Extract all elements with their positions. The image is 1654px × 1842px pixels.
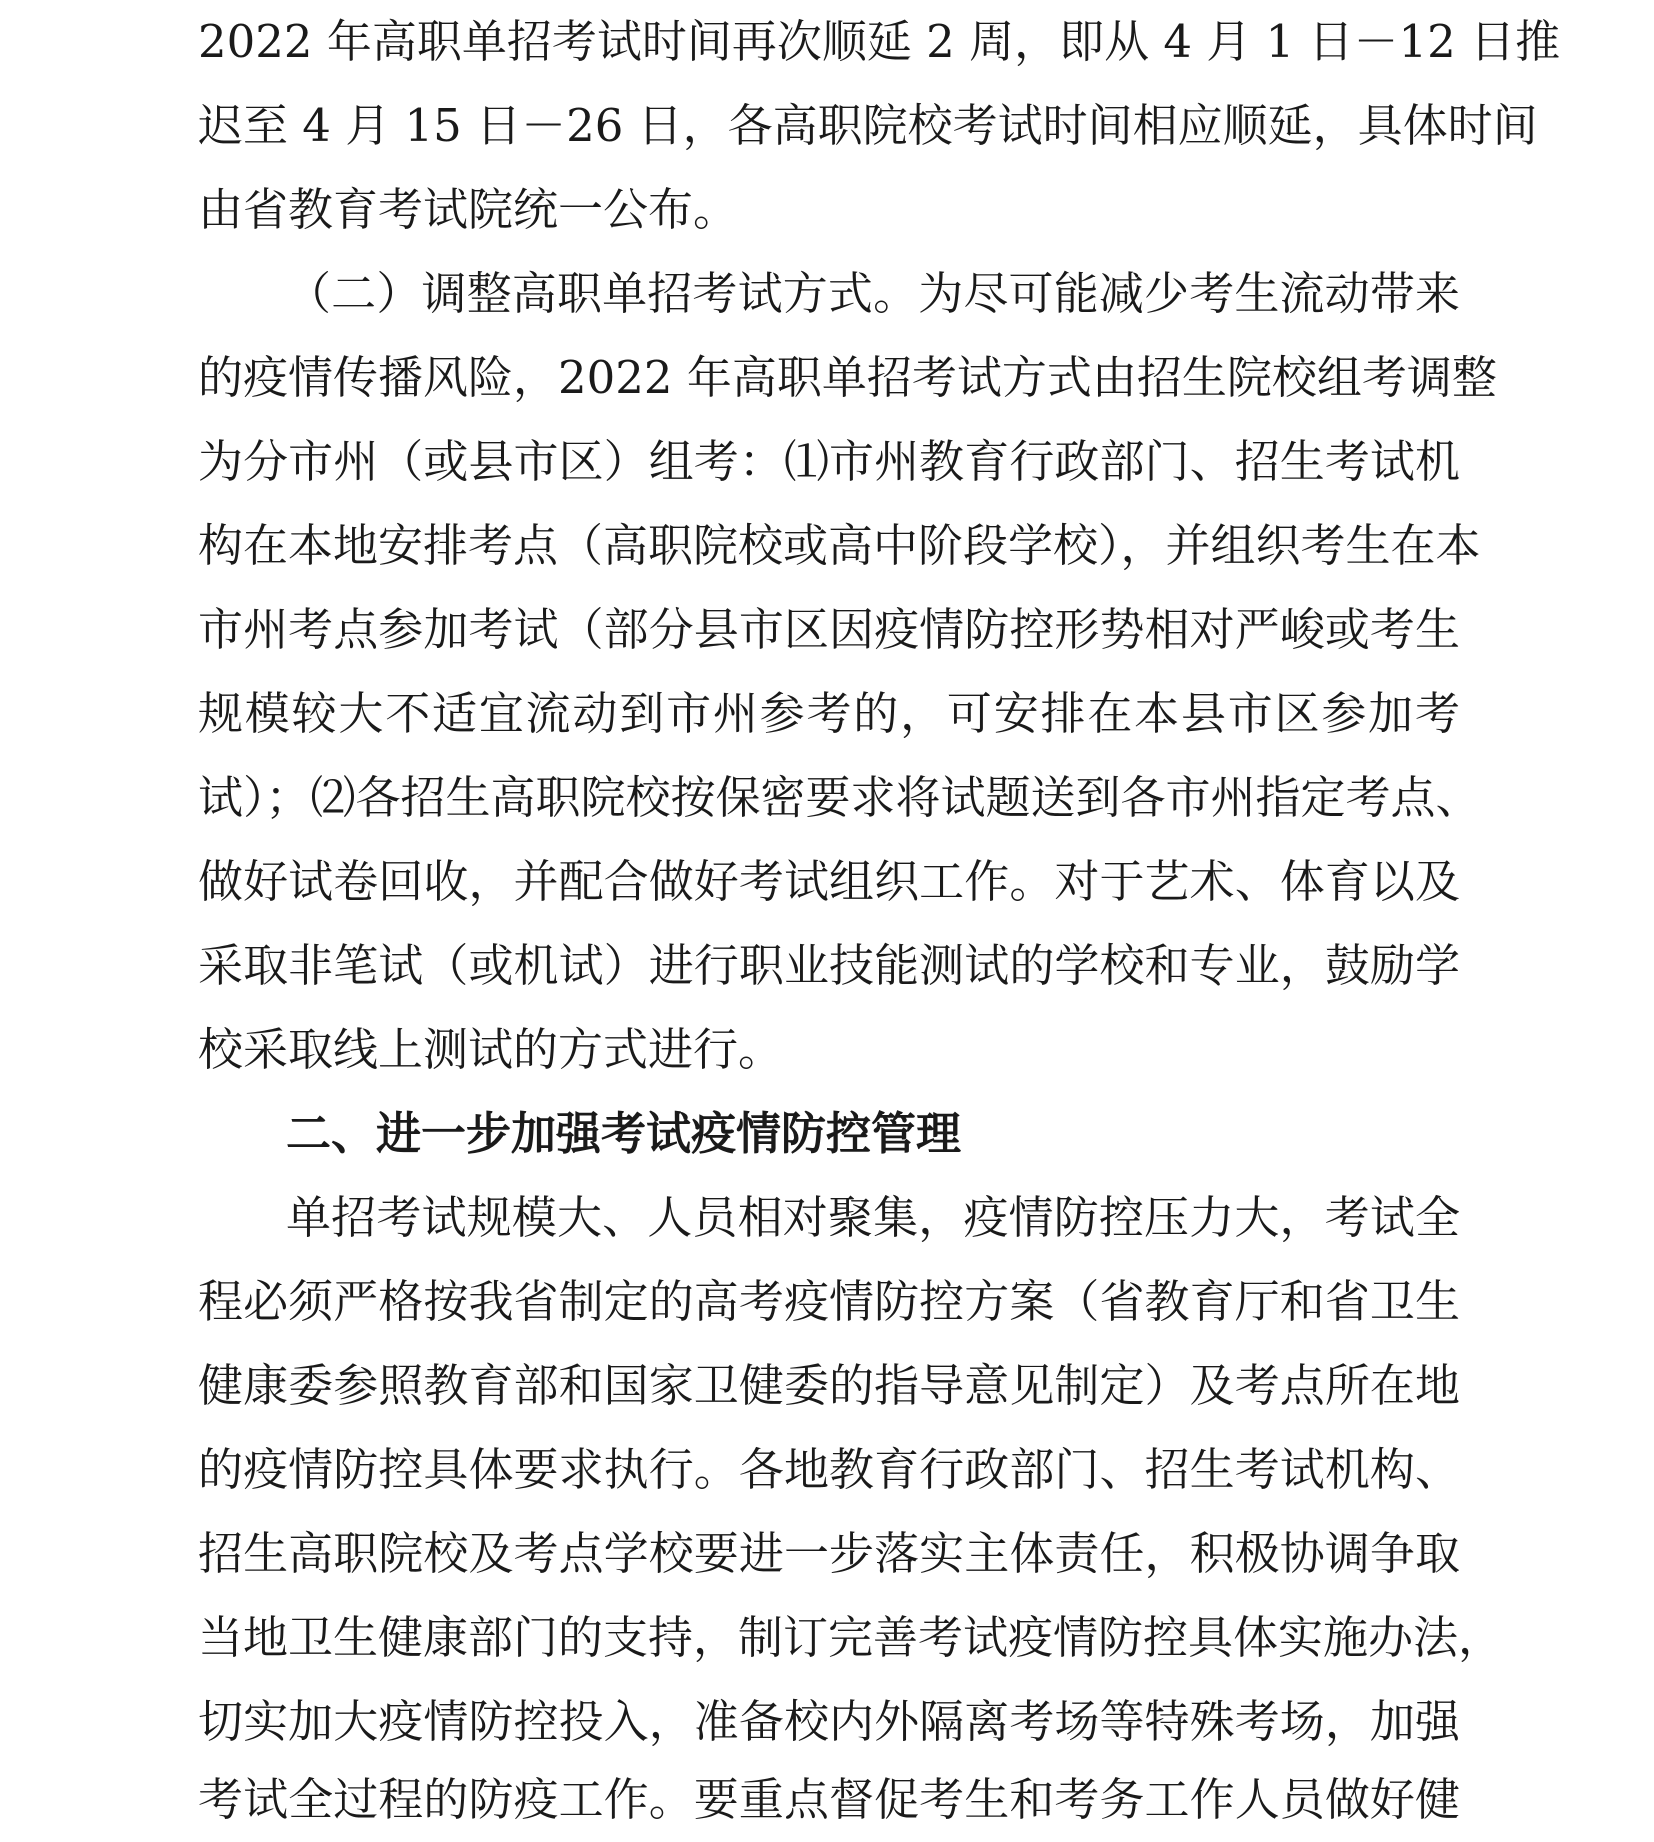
paragraph-line: 为分市州（或县市区）组考：⑴市州教育行政部门、招生考试机 bbox=[198, 435, 1460, 488]
paragraph-line: 程必须严格按我省制定的高考疫情防控方案（省教育厅和省卫生 bbox=[198, 1275, 1460, 1328]
paragraph-line: 2022 年高职单招考试时间再次顺延 2 周，即从 4 月 1 日－12 日推 bbox=[198, 15, 1561, 68]
paragraph-line: （二）调整高职单招考试方式。为尽可能减少考生流动带来 bbox=[286, 267, 1460, 320]
paragraph-line: 切实加大疫情防控投入，准备校内外隔离考场等特殊考场，加强 bbox=[198, 1695, 1460, 1748]
paragraph-line: 市州考点参加考试（部分县市区因疫情防控形势相对严峻或考生 bbox=[198, 603, 1460, 656]
document-page bbox=[198, 0, 1561, 1842]
paragraph-line: 健康委参照教育部和国家卫健委的指导意见制定）及考点所在地 bbox=[198, 1359, 1460, 1412]
paragraph-line: 做好试卷回收，并配合做好考试组织工作。对于艺术、体育以及 bbox=[198, 855, 1460, 908]
paragraph-line: 采取非笔试（或机试）进行职业技能测试的学校和专业，鼓励学 bbox=[198, 939, 1460, 992]
paragraph-line: 招生高职院校及考点学校要进一步落实主体责任，积极协调争取 bbox=[198, 1527, 1460, 1580]
paragraph-line: 构在本地安排考点（高职院校或高中阶段学校），并组织考生在本 bbox=[198, 519, 1481, 572]
paragraph-line: 校采取线上测试的方式进行。 bbox=[198, 1023, 784, 1076]
paragraph-line: 规模较大不适宜流动到市州参考的，可安排在本县市区参加考 bbox=[198, 687, 1460, 740]
paragraph-line: 迟至 4 月 15 日－26 日，各高职院校考试时间相应顺延，具体时间 bbox=[198, 99, 1538, 152]
paragraph-line: 试）；⑵各招生高职院校按保密要求将试题送到各市州指定考点、 bbox=[198, 771, 1481, 824]
paragraph-line: 的疫情传播风险，2022 年高职单招考试方式由招生院校组考调整 bbox=[198, 351, 1497, 404]
paragraph-line: 由省教育考试院统一公布。 bbox=[198, 183, 739, 236]
paragraph-line: 的疫情防控具体要求执行。各地教育行政部门、招生考试机构、 bbox=[198, 1443, 1460, 1496]
paragraph-line: 单招考试规模大、人员相对聚集，疫情防控压力大，考试全 bbox=[286, 1191, 1460, 1244]
paragraph-line: 考试全过程的防疫工作。要重点督促考生和考务工作人员做好健 bbox=[198, 1773, 1460, 1826]
paragraph-line: 当地卫生健康部门的支持，制订完善考试疫情防控具体实施办法， bbox=[198, 1611, 1504, 1664]
section-heading: 二、进一步加强考试疫情防控管理 bbox=[286, 1107, 962, 1160]
